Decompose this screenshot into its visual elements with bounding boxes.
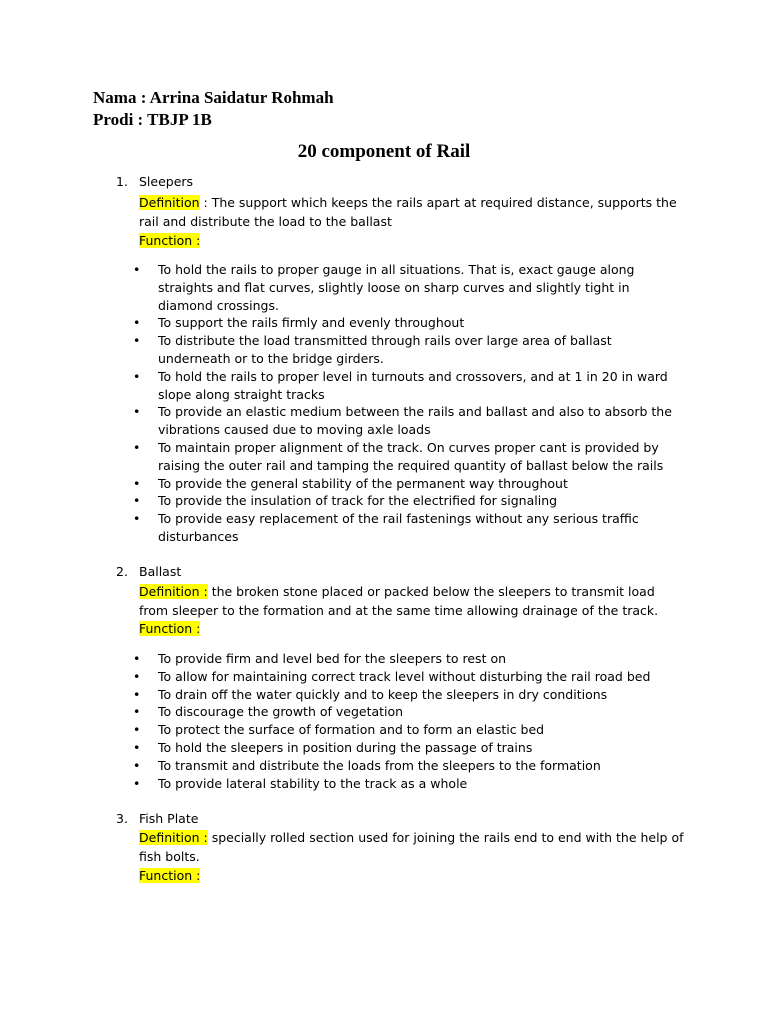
section-title: Sleepers — [139, 174, 194, 189]
bullet-icon: • — [133, 475, 141, 491]
definition-label: Definition — [139, 195, 200, 210]
list-item: • To provide the insulation of track for the electrified for signaling — [133, 493, 558, 509]
study-program: Prodi : TBJP 1B — [93, 110, 212, 129]
function-label: Function : — [139, 868, 201, 883]
section-number: 1. — [116, 174, 128, 189]
bullet-icon: • — [133, 686, 141, 702]
bullet-icon: • — [133, 511, 141, 527]
list-item: • To provide lateral stability to the track as a whole — [133, 775, 468, 791]
function-label: Function : — [139, 233, 201, 248]
list-item: • To hold the rails to proper level in turnouts and crossovers, and at 1 in 20 in ward slope along straight tracks — [133, 368, 668, 402]
bullet-icon: • — [133, 404, 141, 420]
function-list — [0, 650, 768, 792]
list-item: • To maintain proper alignment of the track. On curves proper cant is provided by raising the outer rail and tamping the required quantity of ballast below the rails — [133, 439, 664, 473]
document-title: 20 component of Rail — [297, 141, 471, 162]
section-heading — [116, 563, 181, 581]
definition-text: : The support which keeps the rails apart at required distance, supports the rail and distribute the load to the ballast — [139, 195, 677, 229]
section-title: Ballast — [139, 564, 182, 579]
definition-label: Definition : — [139, 584, 208, 599]
function-list — [0, 261, 768, 546]
list-item: • To protect the surface of formation and to form an elastic bed — [133, 722, 545, 738]
bullet-icon: • — [133, 262, 141, 277]
definition-text: specially rolled section used for joining the rails end to end with the help of fish bolts. — [139, 830, 684, 864]
bullet-icon: • — [133, 775, 141, 791]
bullet-icon: • — [133, 739, 141, 755]
section-heading — [116, 810, 198, 828]
list-item: • To drain off the water quickly and to keep the sleepers in dry conditions — [133, 686, 608, 702]
list-item: • To provide an elastic medium between the rails and ballast and also to absorb the vibrations caused due to moving axle loads — [133, 404, 672, 438]
list-item: • To hold the rails to proper gauge in all situations. That is, exact gauge along straights and flat curves, slightly loose on sharp curves and slightly tight in diamond crossings. — [133, 262, 635, 313]
bullet-icon: • — [133, 722, 141, 738]
list-item: • To provide easy replacement of the rail fastenings without any serious traffic disturbances — [133, 511, 639, 544]
list-item: • To provide firm and level bed for the sleepers to rest on — [133, 651, 507, 666]
definition-paragraph — [139, 582, 684, 620]
section-title: Fish Plate — [139, 811, 199, 826]
definition-label: Definition : — [139, 830, 208, 845]
bullet-icon: • — [133, 704, 141, 720]
bullet-icon: • — [133, 315, 141, 331]
list-item: • To transmit and distribute the loads from the sleepers to the formation — [133, 757, 601, 773]
list-item: • To provide the general stability of the permanent way throughout — [133, 475, 568, 491]
bullet-icon: • — [133, 368, 141, 384]
definition-paragraph — [139, 193, 684, 231]
bullet-icon: • — [133, 757, 141, 773]
bullet-icon: • — [133, 333, 141, 349]
definition-text: the broken stone placed or packed below the sleepers to transmit load from sleeper to the formation and at the same time allowing drainage of the track. — [139, 584, 659, 618]
list-item: • To support the rails firmly and evenly throughout — [133, 315, 465, 331]
bullet-icon: • — [133, 668, 141, 684]
bullet-icon: • — [133, 651, 141, 666]
list-item: • To distribute the load transmitted through rails over large area of ballast underneath or to the bridge girders. — [133, 333, 612, 366]
definition-paragraph — [139, 828, 684, 866]
section-heading — [116, 173, 193, 191]
section-number: 2. — [116, 564, 128, 579]
section-number: 3. — [116, 811, 128, 826]
list-item: • To discourage the growth of vegetation — [133, 704, 404, 720]
list-item: • To allow for maintaining correct track level without disturbing the rail road bed — [133, 668, 651, 684]
bullet-icon: • — [133, 439, 141, 455]
student-name: Nama : Arrina Saidatur Rohmah — [93, 88, 334, 107]
bullet-icon: • — [133, 493, 141, 509]
function-label: Function : — [139, 621, 201, 636]
list-item: • To hold the sleepers in position during the passage of trains — [133, 739, 533, 755]
